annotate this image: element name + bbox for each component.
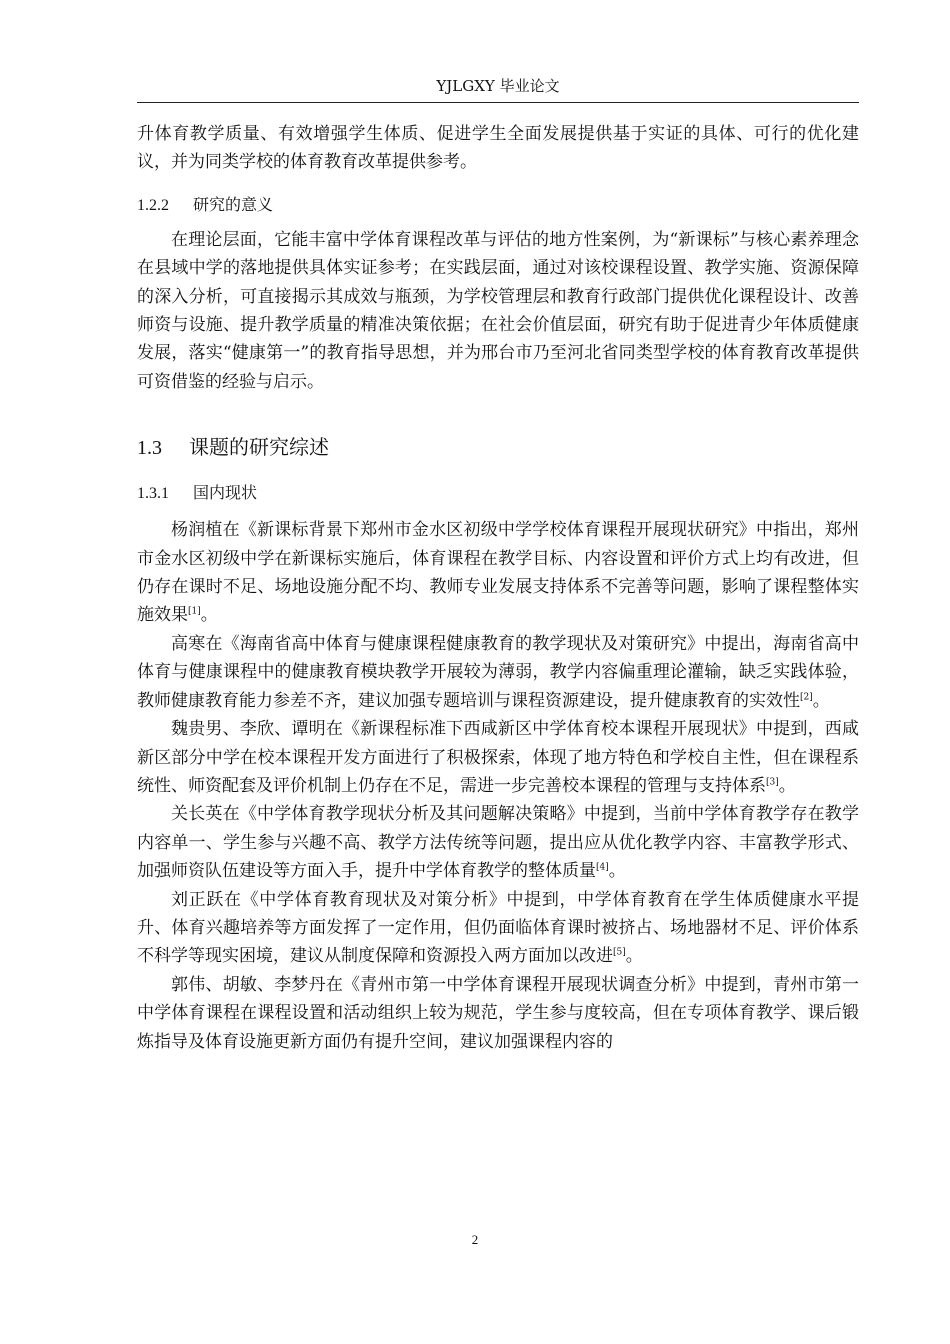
review-paragraph: 郭伟、胡敏、李梦丹在《青州市第一中学体育课程开展现状调查分析》中提到，青州市第一中学体育课程在课程设置和活动组织上较为规范，学生参与度较高，但在专项体育教学、课后锻炼指导及体育设施更新方面仍有提升空间，建议加强课程内容的 — [137, 974, 859, 1052]
citation-ref: [3] — [766, 777, 779, 788]
significance-paragraph: 在理论层面，它能丰富中学体育课程改革与评估的地方性案例，为“新课标”与核心素养理念在县域中学的落地提供具体实证参考；在实践层面，通过对该校课程设置、教学实施、资源保障的深入分析，可直接揭示其成效与瓶颈，为学校管理层和教育行政部门提供优化课程设计、改善师资与设施、提升教学质量的精准决策依据；在社会价值层面，研究有助于促进青少年体质健康发展，落实“健康第一”的教育指导思想，并为邢台市乃至河北省同类型学校的体育教育改革提供可资借鉴的经验与启示。 — [137, 229, 859, 392]
citation-ref: [5] — [613, 947, 626, 958]
citation-ref: [1] — [188, 606, 201, 617]
intro-tail-paragraph: 升体育教学质量、有效增强学生体质、促进学生全面发展提供基于实证的具体、可行的优化建议，并为同类学校的体育教育改革提供参考。 — [137, 124, 859, 173]
page-header — [137, 76, 859, 103]
header-title: YJLGXY 毕业论文 — [436, 77, 560, 95]
section-title: 研究的意义 — [193, 194, 274, 214]
review-paragraph: 刘正跃在《中学体育教育现状及对策分析》中提到，中学体育教育在学生体质健康水平提升、体育兴趣培养等方面发挥了一定作用，但仍面临体育课时被挤占、场地器材不足、评价体系不科学等现实困境，建议从制度保障和资源投入两方面加以改进[5]。 — [137, 889, 859, 967]
section-title: 课题的研究综述 — [189, 435, 329, 460]
page-content — [137, 120, 859, 1056]
page-footer — [0, 1232, 950, 1248]
section-1-3-1-heading — [137, 479, 859, 508]
section-1-3-heading — [137, 432, 859, 463]
section-1-2-2-heading — [137, 191, 859, 220]
review-paragraph: 魏贵男、李欣、谭明在《新课程标准下西咸新区中学体育校本课程开展现状》中提到，西咸新区部分中学在校本课程开发方面进行了积极探索，体现了地方特色和学校自主性，但在课程系统性、师资配套及评价机制上仍存在不足，需进一步完善校本课程的管理与支持体系[3]。 — [137, 719, 859, 796]
page-number: 2 — [471, 1232, 479, 1247]
review-paragraph: 高寒在《海南省高中体育与健康课程健康教育的教学现状及对策研究》中提出，海南省高中体育与健康课程中的健康教育模块教学开展较为薄弱，教学内容偏重理论灌输，缺乏实践体验，教师健康教育能力参差不齐，建议加强专题培训与课程资源建设，提升健康教育的实效性[2]。 — [137, 633, 859, 711]
citation-ref: [2] — [800, 692, 813, 703]
review-paragraph: 杨润植在《新课标背景下郑州市金水区初级中学学校体育课程开展现状研究》中指出，郑州市金水区初级中学在新课标实施后，体育课程在教学目标、内容设置和评价方式上均有改进，但仍存在课时不足、场地设施分配不均、教师专业发展支持体系不完善等问题，影响了课程整体实施效果[1]。 — [137, 520, 859, 626]
section-number: 1.3 — [137, 437, 162, 460]
section-number: 1.2.2 — [137, 196, 169, 214]
citation-ref: [4] — [596, 862, 609, 873]
review-paragraphs — [137, 516, 859, 1056]
section-number: 1.3.1 — [137, 485, 169, 503]
section-title: 国内现状 — [193, 483, 258, 503]
review-paragraph: 关长英在《中学体育教学现状分析及其问题解决策略》中提到，当前中学体育教学存在教学内容单一、学生参与兴趣不高、教学方法传统等问题，提出应从优化教学内容、丰富教学形式、加强师资队伍建设等方面入手，提升中学体育教学的整体质量[4]。 — [137, 804, 859, 882]
